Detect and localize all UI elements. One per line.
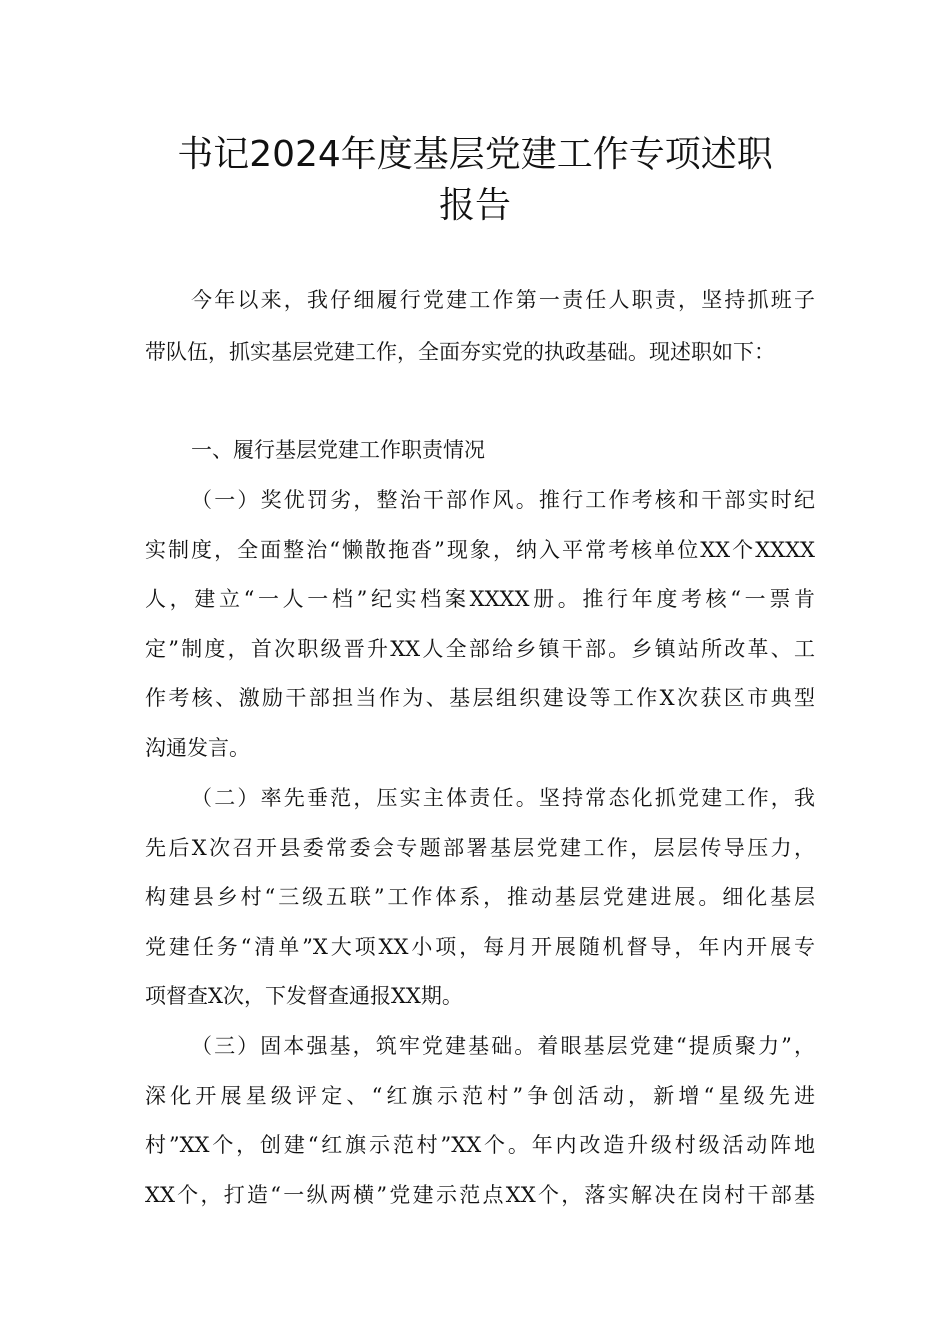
paragraph-line: （一）奖优罚劣，整治干部作风。推行工作考核和干部实时纪 — [191, 488, 815, 512]
section-heading: 一、履行基层党建工作职责情况 — [191, 438, 485, 462]
paragraph-line: 带队伍，抓实基层党建工作，全面夯实党的执政基础。现述职如下： — [145, 340, 775, 364]
document-title-line-1: 书记2024年度基层党建工作专项述职 — [177, 134, 773, 175]
paragraph-line: 作考核、激励干部担当作为、基层组织建设等工作X次获区市典型 — [145, 686, 815, 710]
paragraph-line: 深化开展星级评定、“红旗示范村”争创活动，新增“星级先进 — [145, 1084, 815, 1108]
paragraph-line: 实制度，全面整治“懒散拖沓”现象，纳入平常考核单位XX个XXXX — [145, 538, 815, 562]
document-title-line-2: 报告 — [438, 185, 511, 226]
paragraph-line: 先后X次召开县委常委会专题部署基层党建工作，层层传导压力， — [145, 836, 815, 860]
paragraph-line: 村”XX个，创建“红旗示范村”XX个。年内改造升级村级活动阵地 — [145, 1133, 815, 1157]
paragraph-line: 构建县乡村“三级五联”工作体系，推动基层党建进展。细化基层 — [145, 885, 815, 909]
paragraph-line: （二）率先垂范，压实主体责任。坚持常态化抓党建工作，我 — [191, 786, 815, 810]
paragraph-line: 项督查X次，下发督查通报XX期。 — [145, 984, 463, 1008]
paragraph-line: 今年以来，我仔细履行党建工作第一责任人职责，坚持抓班子 — [191, 288, 815, 312]
paragraph-line: 党建任务“清单”X大项XX小项，每月开展随机督导，年内开展专 — [145, 935, 815, 959]
paragraph-line: （三）固本强基，筑牢党建基础。着眼基层党建“提质聚力”， — [191, 1034, 815, 1058]
paragraph-line: XX个，打造“一纵两横”党建示范点XX个，落实解决在岗村干部基 — [145, 1183, 815, 1207]
paragraph-line: 人，建立“一人一档”纪实档案XXXX册。推行年度考核“一票肯 — [145, 587, 815, 611]
paragraph-line: 定”制度，首次职级晋升XX人全部给乡镇干部。乡镇站所改革、工 — [145, 637, 815, 661]
paragraph-line: 沟通发言。 — [145, 736, 250, 760]
